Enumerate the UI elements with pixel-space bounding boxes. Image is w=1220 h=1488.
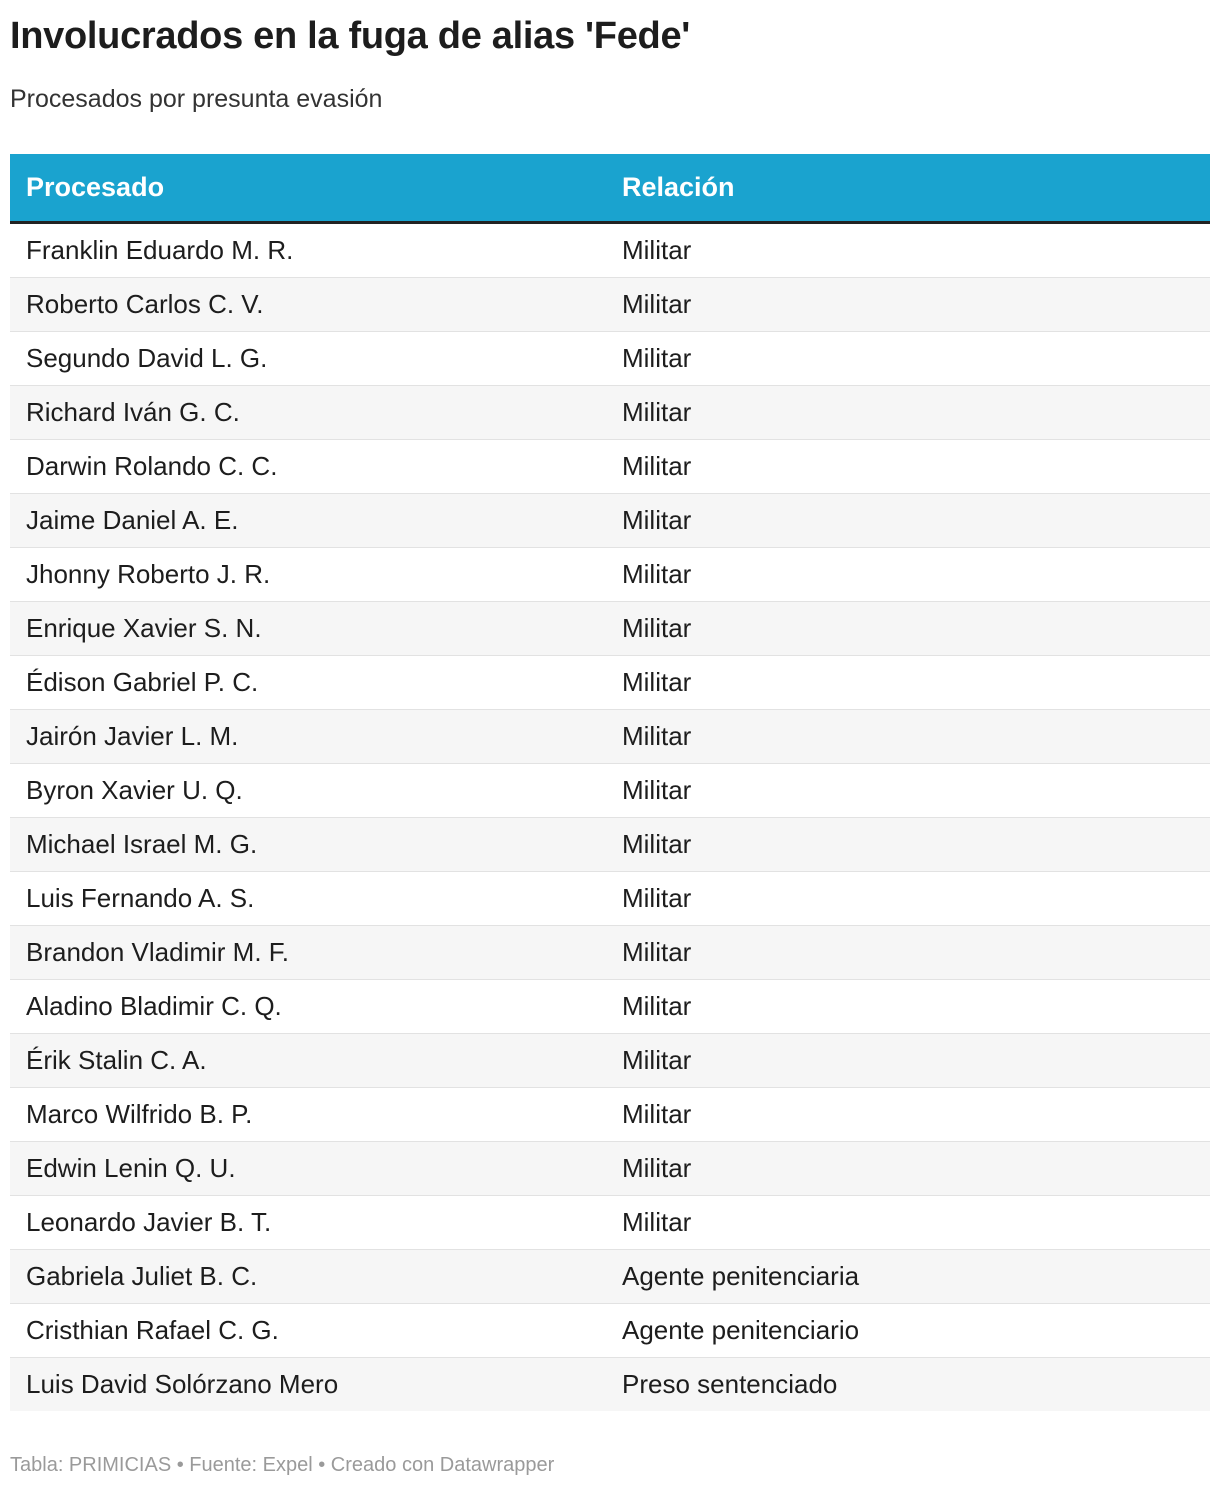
table-row [10, 1142, 1210, 1196]
footer-credit: Tabla: PRIMICIAS • Fuente: Expel • Creado con Datawrapper [10, 1454, 555, 1476]
table-row [10, 656, 1210, 710]
cell-relacion: Militar [606, 656, 1210, 710]
header-row [10, 154, 1210, 223]
table-row [10, 710, 1210, 764]
table-row [10, 1034, 1210, 1088]
table-row [10, 1250, 1210, 1304]
table-body [10, 223, 1210, 1412]
cell-procesado: Marco Wilfrido B. P. [10, 1088, 606, 1142]
cell-procesado: Brandon Vladimir M. F. [10, 926, 606, 980]
cell-procesado: Cristhian Rafael C. G. [10, 1304, 606, 1358]
cell-relacion: Militar [606, 1196, 1210, 1250]
page-subtitle: Procesados por presunta evasión [10, 85, 383, 113]
table-row [10, 1196, 1210, 1250]
cell-relacion: Militar [606, 494, 1210, 548]
cell-relacion: Militar [606, 332, 1210, 386]
table-row [10, 278, 1210, 332]
table-row [10, 332, 1210, 386]
cell-relacion: Militar [606, 1142, 1210, 1196]
table-row [10, 818, 1210, 872]
cell-relacion: Militar [606, 386, 1210, 440]
table-row [10, 602, 1210, 656]
cell-relacion: Preso sentenciado [606, 1358, 1210, 1412]
cell-relacion: Militar [606, 764, 1210, 818]
cell-relacion: Militar [606, 818, 1210, 872]
table-row [10, 548, 1210, 602]
cell-procesado: Édison Gabriel P. C. [10, 656, 606, 710]
cell-procesado: Roberto Carlos C. V. [10, 278, 606, 332]
table-row [10, 494, 1210, 548]
cell-relacion: Militar [606, 710, 1210, 764]
cell-relacion: Agente penitenciario [606, 1304, 1210, 1358]
cell-relacion: Militar [606, 602, 1210, 656]
table-row [10, 223, 1210, 278]
table-row [10, 926, 1210, 980]
column-header-procesado[interactable]: Procesado [10, 154, 606, 223]
cell-procesado: Aladino Bladimir C. Q. [10, 980, 606, 1034]
cell-relacion: Militar [606, 278, 1210, 332]
table-row [10, 764, 1210, 818]
cell-procesado: Byron Xavier U. Q. [10, 764, 606, 818]
column-header-relacion[interactable]: Relación [606, 154, 1210, 223]
cell-relacion: Militar [606, 980, 1210, 1034]
table-row [10, 980, 1210, 1034]
cell-relacion: Agente penitenciaria [606, 1250, 1210, 1304]
cell-relacion: Militar [606, 1034, 1210, 1088]
table-row [10, 440, 1210, 494]
cell-relacion: Militar [606, 440, 1210, 494]
table-header [10, 154, 1210, 223]
cell-procesado: Gabriela Juliet B. C. [10, 1250, 606, 1304]
cell-procesado: Jhonny Roberto J. R. [10, 548, 606, 602]
cell-procesado: Luis Fernando A. S. [10, 872, 606, 926]
cell-relacion: Militar [606, 548, 1210, 602]
cell-relacion: Militar [606, 1088, 1210, 1142]
data-table [10, 154, 1210, 1411]
table-row [10, 872, 1210, 926]
cell-procesado: Luis David Solórzano Mero [10, 1358, 606, 1412]
cell-relacion: Militar [606, 872, 1210, 926]
cell-procesado: Edwin Lenin Q. U. [10, 1142, 606, 1196]
table-row [10, 1304, 1210, 1358]
cell-procesado: Érik Stalin C. A. [10, 1034, 606, 1088]
cell-relacion: Militar [606, 223, 1210, 278]
cell-procesado: Michael Israel M. G. [10, 818, 606, 872]
cell-procesado: Jaime Daniel A. E. [10, 494, 606, 548]
cell-procesado: Leonardo Javier B. T. [10, 1196, 606, 1250]
table-row [10, 1358, 1210, 1412]
cell-relacion: Militar [606, 926, 1210, 980]
cell-procesado: Richard Iván G. C. [10, 386, 606, 440]
table-row [10, 386, 1210, 440]
page-title: Involucrados en la fuga de alias 'Fede' [10, 15, 691, 57]
cell-procesado: Darwin Rolando C. C. [10, 440, 606, 494]
table-row [10, 1088, 1210, 1142]
cell-procesado: Franklin Eduardo M. R. [10, 223, 606, 278]
cell-procesado: Enrique Xavier S. N. [10, 602, 606, 656]
chart-container [10, 0, 1210, 1476]
cell-procesado: Segundo David L. G. [10, 332, 606, 386]
cell-procesado: Jairón Javier L. M. [10, 710, 606, 764]
